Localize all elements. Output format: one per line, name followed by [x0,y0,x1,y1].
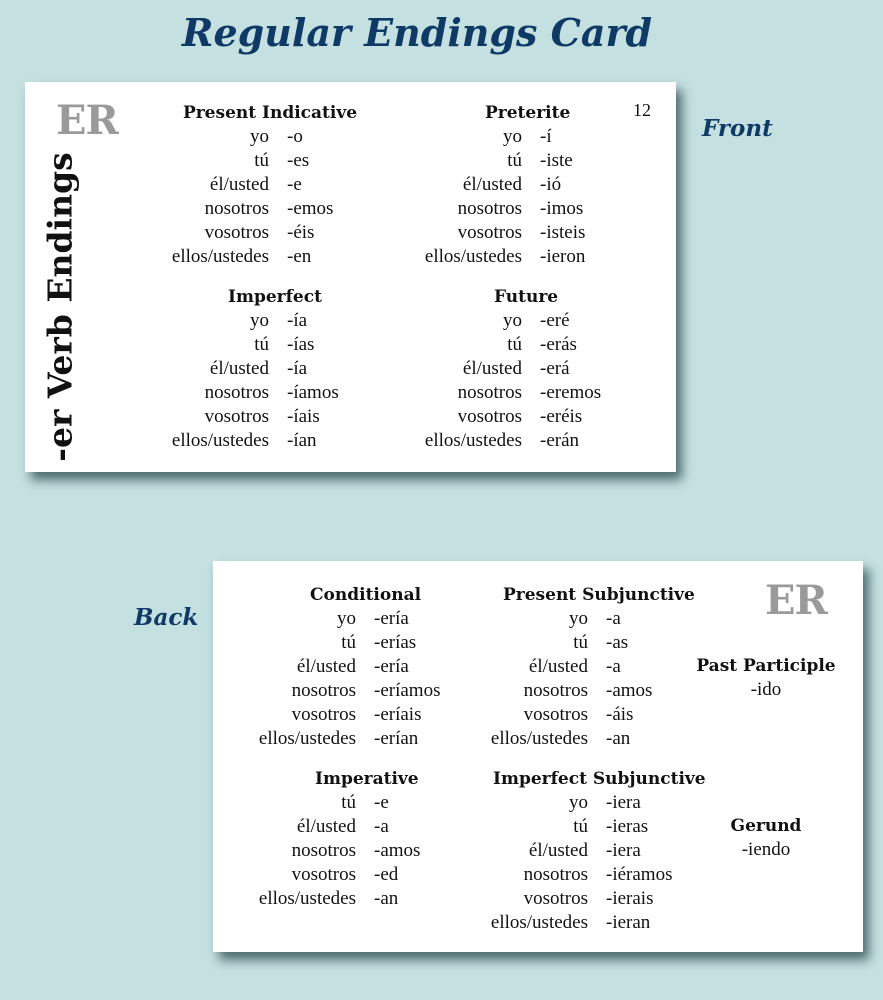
tense-title: Imperfect [228,287,322,307]
tense-title: Future [494,287,559,307]
table-row [237,655,477,679]
ending: -eríais [374,704,422,725]
table-row [469,839,709,863]
pronoun: nosotros [204,382,269,403]
pronoun: él/usted [296,816,356,837]
pronoun: nosotros [204,198,269,219]
pronoun: tú [507,334,522,355]
table-row [469,655,709,679]
pronoun: tú [573,816,588,837]
tense-title: Imperfect Subjunctive [493,769,706,789]
table-row [403,429,643,453]
pronoun: vosotros [457,406,522,427]
er-mark: ER [56,97,118,144]
ending: -an [374,888,399,909]
pronoun: nosotros [457,382,522,403]
pronoun: él/usted [462,174,522,195]
table-row [237,887,477,911]
ending: -en [287,246,312,267]
table-row [469,863,709,887]
pronoun: nosotros [457,198,522,219]
tense-imperfect-subjunctive [469,767,709,935]
table-row [150,125,390,149]
table-row [403,309,643,333]
pronoun: tú [254,334,269,355]
ending: -an [606,728,631,749]
ending: -ías [287,334,315,355]
ending: -emos [287,198,334,219]
table-row [469,679,709,703]
ending: -ieras [606,816,649,837]
pronoun: ellos/ustedes [490,728,588,749]
front-card [25,82,676,472]
pronoun: vosotros [291,864,356,885]
tense-title: Present Indicative [182,103,358,123]
table-row [237,839,477,863]
table-row [469,607,709,631]
tense-present-subjunctive [469,583,709,751]
pronoun: yo [250,126,269,147]
table-row [403,149,643,173]
vertical-title: -er Verb Endings [40,152,80,462]
pronoun: nosotros [291,840,356,861]
ending: -amos [374,840,421,861]
page-number: 12 [633,100,651,120]
ending: -éis [287,222,315,243]
table-row [469,791,709,815]
tense-present-indicative [150,101,390,269]
tense-imperative [237,767,477,911]
pronoun: él/usted [462,358,522,379]
table-row [150,333,390,357]
ending: -íais [287,406,320,427]
pronoun: tú [254,150,269,171]
page-title: Regular Endings Card [181,10,653,55]
pronoun: ellos/ustedes [258,728,356,749]
ending: -e [287,174,302,195]
ending: -eremos [540,382,602,403]
table-row [150,221,390,245]
tense-title: Conditional [310,585,422,605]
table-row [403,405,643,429]
table-row [150,381,390,405]
table-row [469,815,709,839]
pronoun: yo [569,792,588,813]
front-label: Front [702,115,773,142]
pronoun: ellos/ustedes [424,430,522,451]
ending: -ierais [606,888,654,909]
ending: -áis [606,704,634,725]
ending: -ió [540,174,562,195]
ending: -es [287,150,310,171]
table-row [150,429,390,453]
pronoun: nosotros [523,680,588,701]
table-row [403,173,643,197]
table-row [469,887,709,911]
pronoun: ellos/ustedes [490,912,588,933]
table-row [469,911,709,935]
ending: -eréis [540,406,583,427]
ending: -iéramos [606,864,673,885]
tense-title: Preterite [485,103,571,123]
table-row [403,197,643,221]
ending: -erá [540,358,570,379]
tense-imperfect [150,285,390,453]
table-row [403,333,643,357]
pronoun: tú [573,632,588,653]
table-row [469,631,709,655]
ending: -ía [287,310,308,331]
table-row [150,173,390,197]
er-mark: ER [765,577,827,624]
past-participle [691,654,841,702]
ending: -iera [606,792,641,813]
pronoun: vosotros [523,704,588,725]
table-row [237,727,477,751]
pronoun: nosotros [523,864,588,885]
ending: -as [606,632,629,653]
table-row [237,791,477,815]
pronoun: vosotros [204,406,269,427]
pronoun: yo [503,310,522,331]
ending: -erías [374,632,417,653]
pronoun: vosotros [457,222,522,243]
table-row [237,631,477,655]
ending: -eríamos [374,680,441,701]
ending: -í [540,126,552,147]
pronoun: vosotros [204,222,269,243]
ending: -a [374,816,389,837]
ending: -erán [540,430,580,451]
table-row [237,607,477,631]
table-row [403,245,643,269]
pronoun: yo [337,608,356,629]
tense-preterite [403,101,643,269]
ending: -ería [374,608,409,629]
ending: -iste [540,150,573,171]
ending: -erás [540,334,577,355]
tense-future [403,285,643,453]
pronoun: ellos/ustedes [171,246,269,267]
table-row [237,863,477,887]
tense-conditional [237,583,477,751]
pronoun: yo [569,608,588,629]
pronoun: yo [250,310,269,331]
ending: -isteis [540,222,586,243]
pronoun: tú [341,632,356,653]
past-participle-title: Past Participle [696,656,836,676]
ending: -ía [287,358,308,379]
ending: -a [606,656,621,677]
pronoun: él/usted [528,840,588,861]
gerund [691,814,841,862]
ending: -o [287,126,303,147]
table-row [150,309,390,333]
ending: -erían [374,728,419,749]
table-row [237,679,477,703]
back-card [213,561,863,952]
ending: -imos [540,198,584,219]
table-row [150,357,390,381]
gerund-value: -iendo [741,839,791,860]
pronoun: él/usted [528,656,588,677]
table-row [237,703,477,727]
table-row [469,703,709,727]
past-participle-value: -ido [750,679,782,700]
table-row [150,149,390,173]
table-row [403,357,643,381]
table-row [403,221,643,245]
table-row [403,381,643,405]
pronoun: ellos/ustedes [424,246,522,267]
ending: -ieron [540,246,586,267]
ending: -ed [374,864,399,885]
table-row [469,727,709,751]
table-row [150,245,390,269]
pronoun: él/usted [209,358,269,379]
pronoun: nosotros [291,680,356,701]
table-row [237,815,477,839]
pronoun: ellos/ustedes [258,888,356,909]
ending: -eré [540,310,570,331]
ending: -a [606,608,621,629]
pronoun: tú [341,792,356,813]
ending: -ería [374,656,409,677]
back-label: Back [134,604,199,631]
ending: -e [374,792,389,813]
ending: -iera [606,840,641,861]
pronoun: él/usted [296,656,356,677]
table-row [150,197,390,221]
table-row [150,405,390,429]
pronoun: él/usted [209,174,269,195]
ending: -amos [606,680,653,701]
pronoun: vosotros [523,888,588,909]
tense-title: Imperative [315,769,419,789]
ending: -íamos [287,382,339,403]
pronoun: vosotros [291,704,356,725]
gerund-title: Gerund [730,816,802,836]
pronoun: tú [507,150,522,171]
table-row [403,125,643,149]
tense-title: Present Subjunctive [503,585,695,605]
ending: -ían [287,430,317,451]
pronoun: ellos/ustedes [171,430,269,451]
pronoun: yo [503,126,522,147]
ending: -ieran [606,912,651,933]
